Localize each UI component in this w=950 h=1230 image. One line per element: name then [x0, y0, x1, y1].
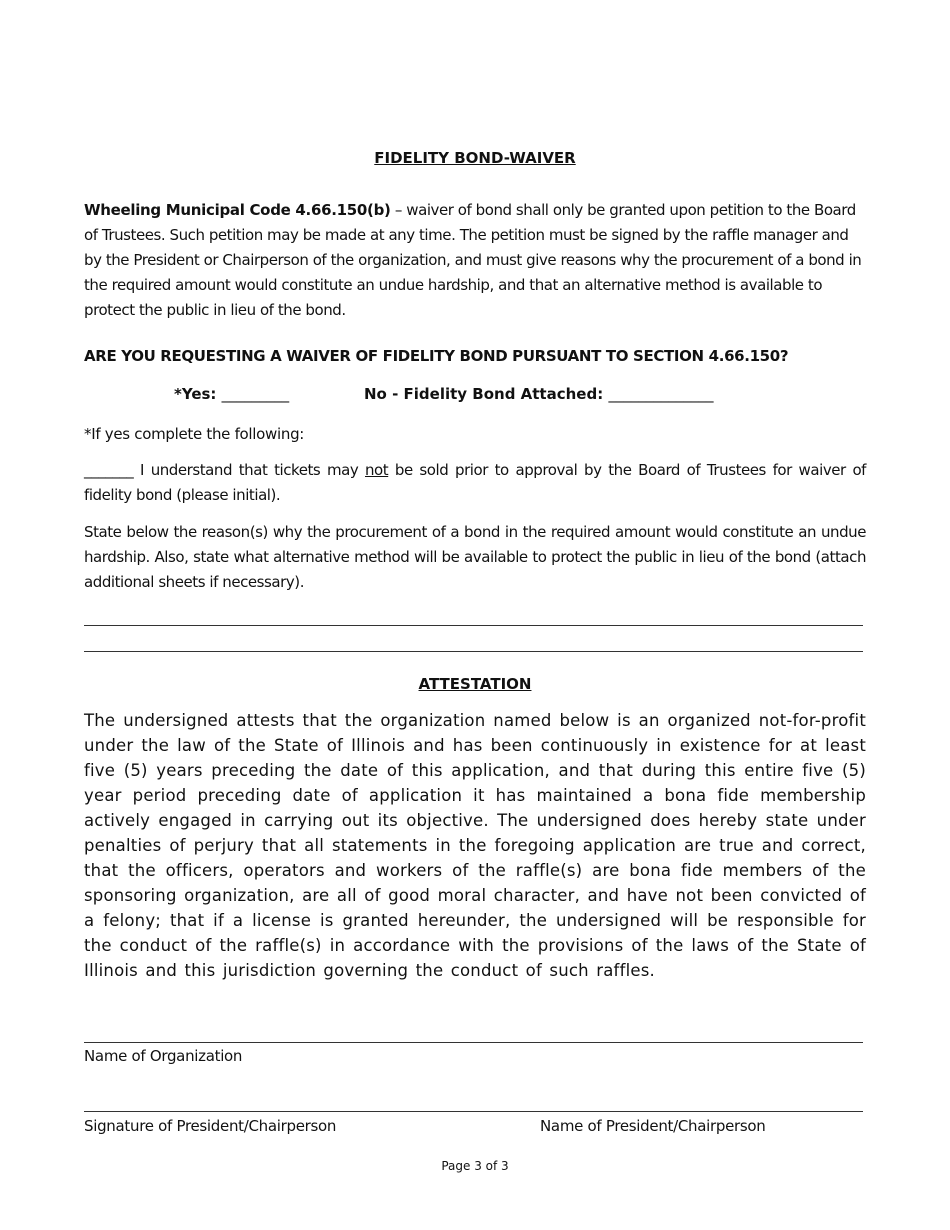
understand-text-before: I understand that tickets may [133, 461, 365, 479]
waiver-question: ARE YOU REQUESTING A WAIVER OF FIDELITY BOND PURSUANT TO SECTION 4.66.150? [84, 347, 789, 365]
reason-line-1[interactable] [84, 625, 863, 626]
president-name-label: Name of President/Chairperson [540, 1117, 766, 1135]
state-reason-instruction: State below the reason(s) why the procurement of a bond in the required amount would constitute an undue hardship. Also, state what alternative method will be available to protect the public in lieu of the bond (attach additional sheets if necessary). [84, 523, 866, 591]
signature-label: Signature of President/Chairperson [84, 1117, 337, 1135]
reason-line-2[interactable] [84, 651, 863, 652]
initial-blank-field[interactable]: _______ [84, 461, 134, 479]
if-yes-instruction: *If yes complete the following: [84, 425, 305, 443]
understand-text-after: be sold prior to approval by the Board of Trustees for waiver of fidelity bond (please initial). [84, 461, 866, 504]
attestation-paragraph: The undersigned attests that the organization named below is an organized not-for-profit under the law of the State of Illinois and has been continuously in existence for at least five (5) years preceding the date of this application, and that during this entire five (5) year period preceding date of application it has maintained a bona fide membership actively engaged in carrying out its objective. The undersigned does hereby state under penalties of perjury that all statements in the foregoing application are true and correct, that the officers, operators and workers of the raffle(s) are bona fide members of the sponsoring organization, are all of good moral character, and have not been convicted of a felony; that if a license is granted hereunder, the undersigned will be responsible for the conduct of the raffle(s) in accordance with the provisions of the laws of the State of Illinois and this jurisdiction governing the conduct of such raffles. [84, 711, 866, 980]
yes-label: *Yes: [174, 385, 217, 403]
understand-underlined-not: not [365, 461, 389, 479]
page-number-footer: Page 3 of 3 [441, 1159, 509, 1173]
no-option [364, 385, 713, 403]
organization-name-line[interactable] [84, 1042, 863, 1043]
intro-paragraph [84, 198, 866, 323]
no-blank-field[interactable]: ______________ [608, 385, 714, 403]
no-label: No - Fidelity Bond Attached: [364, 385, 604, 403]
attestation-title: ATTESTATION [418, 675, 532, 693]
page-title: FIDELITY BOND-WAIVER [374, 149, 576, 167]
signature-line[interactable] [84, 1111, 863, 1112]
yes-blank-field[interactable]: _________ [221, 385, 290, 403]
understand-statement [84, 458, 866, 508]
organization-name-label: Name of Organization [84, 1047, 243, 1065]
intro-text: – waiver of bond shall only be granted upon petition to the Board of Trustees. Such petition may be made at any time. The petition must be signed by the raffle manager and by the President or Chairperson of the organization, and must give reasons why the procurement of a bond in the required amount would constitute an undue hardship, and that an alternative method is available to protect the public in lieu of the bond. [84, 201, 862, 319]
municipal-code-reference: Wheeling Municipal Code 4.66.150(b) [84, 201, 391, 219]
yes-option [174, 385, 289, 403]
